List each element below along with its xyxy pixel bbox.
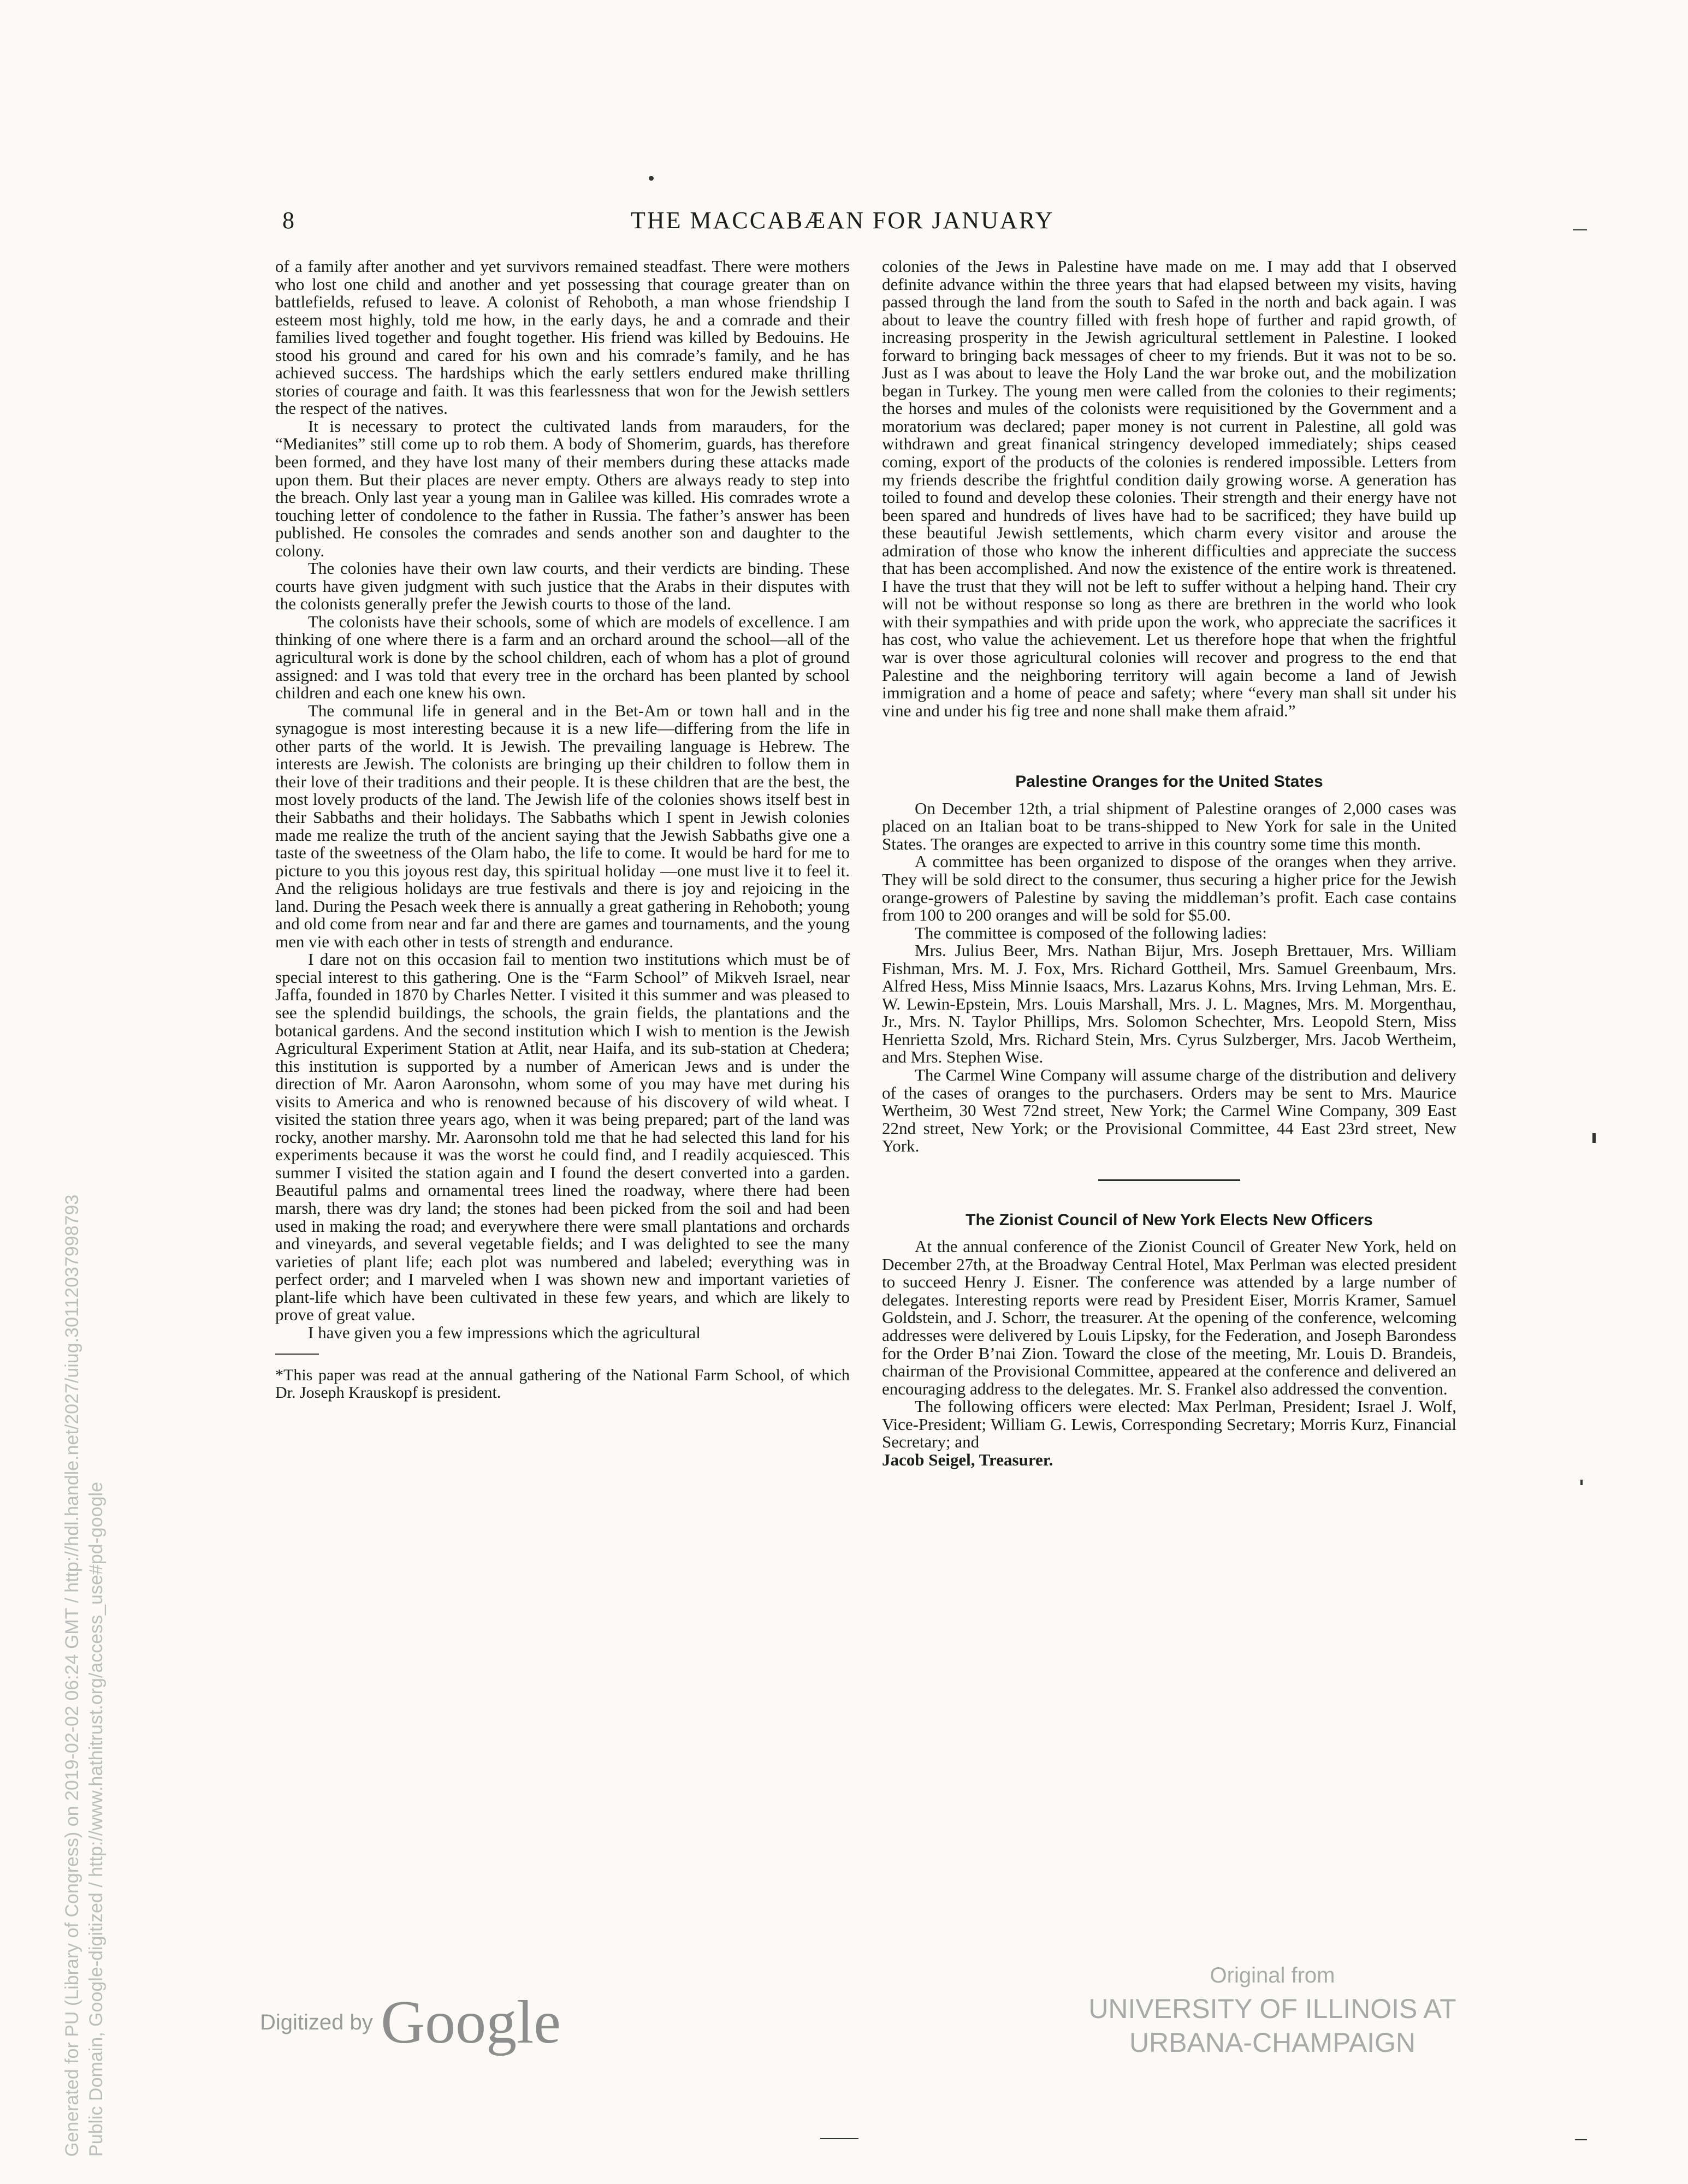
paragraph: The following officers were elected: Max Perlman, President; Israel J. Wolf, Vice-President; William G. Lewis, Corresponding Secretary; Morris Kurz, Financial Secretary; and	[882, 1397, 1456, 1452]
left-column	[275, 258, 850, 1402]
paragraph: At the annual conference of the Zionist Council of Greater New York, held on December 27th, at the Broadway Central Hotel, Max Perlman was elected president to succeed Henry J. Eisner. The conference was attended by a large number of delegates. Interesting reports were read by President Eiser, Morris Kramer, Samuel Goldstein, and J. Schorr, the treasurer. At the opening of the conference, welcoming addresses were delivered by Louis Lipsky, for the Federation, and Joseph Barondess for the Order B’nai Zion. Toward the close of the meeting, Mr. Louis D. Brandeis, chairman of the Provisional Committee, appeared at the conference and delivered an encouraging address to the delegates. Mr. S. Frankel also addressed the convention.	[882, 1237, 1456, 1398]
running-title: THE MACCABÆAN FOR JANUARY	[631, 207, 1055, 234]
side-watermark-line: Public Domain, Google-digitized / http://www.hathitrust.org/access_use#pd-google	[86, 1481, 106, 2157]
page-header	[0, 206, 1688, 239]
paragraph: On December 12th, a trial shipment of Palestine oranges of 2,000 cases was placed on an Italian boat to be trans-shipped to New York for sale in the United States. The oranges are expected to arrive in this country some time this month.	[882, 798, 1456, 853]
original-from-label: Original from	[1210, 1963, 1335, 1987]
university-line: URBANA-CHAMPAIGN	[1129, 2027, 1416, 2058]
hathitrust-side-watermark	[60, 1195, 108, 2157]
margin-mark	[1573, 229, 1587, 230]
digitized-by-label: Digitized by	[260, 2010, 373, 2034]
paragraph: The Carmel Wine Company will assume charge of the distribution and delivery of the cases of oranges to the purchasers. Orders may be sent to Mrs. Maurice Wertheim, 30 West 72nd street, New York; the Carmel Wine Company, 309 East 22nd street, New York; or the Provisional Committee, 44 East 23rd street, New York.	[882, 1065, 1456, 1156]
paragraph: A committee has been organized to dispose of the oranges when they arrive. They will be sold direct to the consumer, thus securing a higher price for the Jewish orange-growers of Palestine by saving the middleman’s profit. Each case contains from 100 to 200 oranges and will be sold for $5.00.	[882, 852, 1456, 925]
section-title-oranges: Palestine Oranges for the United States	[1015, 773, 1323, 791]
paragraph: colonies of the Jews in Palestine have made on me. I may add that I observed definite advance within the three years that had elapsed between my visits, having passed through the land from the south to Safed in the north and back again. I was about to leave the country filled with fresh hope of further and rapid growth, of increasing prosperity in the Jewish agricultural settlement in Palestine. I looked forward to bringing back messages of cheer to my friends. But it was not to be so. Just as I was about to leave the Holy Land the war broke out, and the mobilization began in Turkey. The young men were called from the colonies to their regiments; the horses and mules of the colonists were requisitioned by the Government and a moratorium was declared; paper money is not current in Palestine, all gold was withdrawn and great finanical stringency developed immediately; ships ceased coming, export of the products of the colonies is rendered impossible. Letters from my friends describe the frightful condition daily growing worse. A generation has toiled to found and develop these colonies. Their strength and their energy have not been spared and hundreds of lives have had to be sacrificed; they have build up these beautiful Jewish settlements, which charm every visitor and arouse the admiration of those who know the inherent difficulties and appreciate the success that has been accomplished. And now the existence of the entire work is threatened. I have the trust that they will not be left to suffer without a helping hand. Their cry will not be without response so long as there are brethren in the world who look with their sympathies and with pride upon the work, who appreciate the sacrifices it has cost, who value the achievement. Let us therefore hope that when the frightful war is over those agricultural colonies will recover and progress to the end that Palestine and the neighboring territory will again become a land of Jewish immigration and a home of peace and safety; where “every man shall sit under his vine and under his fig tree and none shall make them afraid.”	[882, 257, 1456, 720]
footnote: *This paper was read at the annual gathering of the National Farm School, of which Dr. Joseph Krauskopf is president.	[275, 1366, 850, 1402]
margin-mark	[1592, 1133, 1596, 1143]
section-title-zionist-council: The Zionist Council of New York Elects New Officers	[966, 1210, 1373, 1229]
paragraph: of a family after another and yet survivors remained steadfast. There were mothers who lost one child and another and yet possessing that courage greater than on battlefields, refused to leave. A colonist of Rehoboth, a man whose friendship I esteem most highly, told me how, in the early days, he and a comrade and their families lived together and fought together. His friend was killed by Bedouins. He stood his ground and cared for his own and his comrade’s family, and he has achieved success. The hardships which the early settlers endured make thrilling stories of courage and faith. It was this fearlessness that won for the Jewish settlers the respect of the natives.	[275, 257, 850, 418]
margin-mark	[1580, 1480, 1583, 1485]
margin-mark	[1575, 2139, 1587, 2140]
paragraph: Mrs. Julius Beer, Mrs. Nathan Bijur, Mrs. Joseph Brettauer, Mrs. William Fishman, Mrs. M. J. Fox, Mrs. Richard Gottheil, Mrs. Samuel Greenbaum, Mrs. Alfred Hess, Miss Minnie Isaacs, Mrs. Lazarus Kohns, Mrs. Irving Lehman, Mrs. E. W. Lewin-Epstein, Mrs. Louis Marshall, Mrs. J. L. Magnes, Mrs. M. Morgenthau, Jr., Mrs. N. Taylor Phillips, Mrs. Solomon Schechter, Mrs. Leopold Stern, Miss Henrietta Szold, Mrs. Richard Stein, Mrs. Cyrus Sulzberger, Mrs. Jacob Wertheim, and Mrs. Stephen Wise.	[882, 941, 1456, 1067]
ink-dot	[649, 176, 654, 181]
digitized-by-google	[260, 1987, 561, 2058]
side-watermark-line: Generated for PU (Library of Congress) on 2019-02-02 06:24 GMT / http://hdl.handle.net/2027/uiug.30112037998793	[62, 1194, 82, 2157]
footnote-rule	[275, 1354, 319, 1355]
paragraph: The committee is composed of the following ladies:	[915, 923, 1267, 942]
page-number: 8	[282, 207, 294, 234]
paragraph: I dare not on this occasion fail to mention two institutions which must be of special interest to this gathering. One is the “Farm School” of Mikveh Israel, near Jaffa, founded in 1870 by Charles Netter. I visited it this summer and was pleased to see the splendid buildings, the schools, the grain fields, the plantations and the botanical gardens. And the second institution which I wish to mention is the Jewish Agricultural Experiment Station at Atlit, near Haifa, and its sub-station at Chedera; this institution is supported by a number of American Jews and is under the direction of Mr. Aaron Aaronsohn, whom some of you may have met during his visits to America and who is renowned because of his discovery of wild wheat. I visited the station three years ago, when it was being prepared; part of the land was rocky, another marshy. Mr. Aaronsohn told me that he had selected this land for his experiments because it was the worst he could find, and I readily acquiesced. This summer I visited the station again and I found the desert converted into a garden. Beautiful palms and ornamental trees lined the roadway, where there had been marsh, there was dry land; the stones had been picked from the soil and had been used in making the road; and everywhere there were small plantations and orchards and vineyards, and several vegetable fields; and I was delighted to see the many varieties of plant life; each plot was numbered and labeled; everything was in perfect order; and I marveled when I was shown new and important varieties of plant-life which have been cultivated in these few years, and which are likely to prove of great value.	[275, 949, 850, 1325]
margin-mark	[820, 2138, 858, 2139]
paragraph: The colonies have their own law courts, and their verdicts are binding. These courts have given judgment with such justice that the Arabs in their disputes with the colonists generally prefer the Jewish courts to those of the land.	[275, 559, 850, 614]
university-line: UNIVERSITY OF ILLINOIS AT	[1088, 1993, 1456, 2024]
paragraph: The colonists have their schools, some of which are models of excellence. I am thinking of one where there is a farm and an orchard around the school—all of the agricultural work is done by the school children, each of whom has a plot of ground assigned: and I was told that every tree in the orchard has been planted by school children and each one knew his own.	[275, 612, 850, 703]
signature-line: Jacob Seigel, Treasurer.	[882, 1450, 1053, 1469]
paragraph: I have given you a few impressions which the agricultural	[308, 1322, 701, 1342]
paragraph: The communal life in general and in the Bet-Am or town hall and in the synagogue is most interesting because it is a new life—differing from the life in other parts of the world. It is Jewish. The prevailing language is Hebrew. The interests are Jewish. The colonists are bringing up their children to follow them in their love of their traditions and their people. It is these children that are the best, the most lovely products of the land. The Jewish life of the colonies shows itself best in their Sabbaths and their holidays. The Sabbaths which I spent in Jewish colonies made me realize the truth of the ancient saying that the Jewish Sabbaths give one a taste of the sweetness of the Olam habo, the life to come. It would be hard for me to picture to you this joyous rest day, this spiritual holiday —one must live it to feel it. And the religious holidays are true festivals and there is joy and rejoicing in the land. During the Pesach week there is annually a great gathering in Rehoboth; young and old come from near and far and there are games and tournaments, and the young men vie with each other in tests of strength and endurance.	[275, 701, 850, 951]
google-logo: Google	[381, 1989, 561, 2056]
paragraph: It is necessary to protect the cultivated lands from marauders, for the “Medianites” still come up to rob them. A body of Shomerim, guards, has therefore been formed, and they have lost many of their members during these attacks made upon them. But their places are never empty. Others are always ready to step into the breach. Only last year a young man in Galilee was killed. His comrades wrote a touching letter of condolence to the father in Russia. The father’s answer has been published. He consoles the comrades and sends another son and daughter to the colony.	[275, 416, 850, 560]
right-column	[882, 258, 1456, 1469]
original-from-watermark	[1054, 1959, 1491, 2060]
